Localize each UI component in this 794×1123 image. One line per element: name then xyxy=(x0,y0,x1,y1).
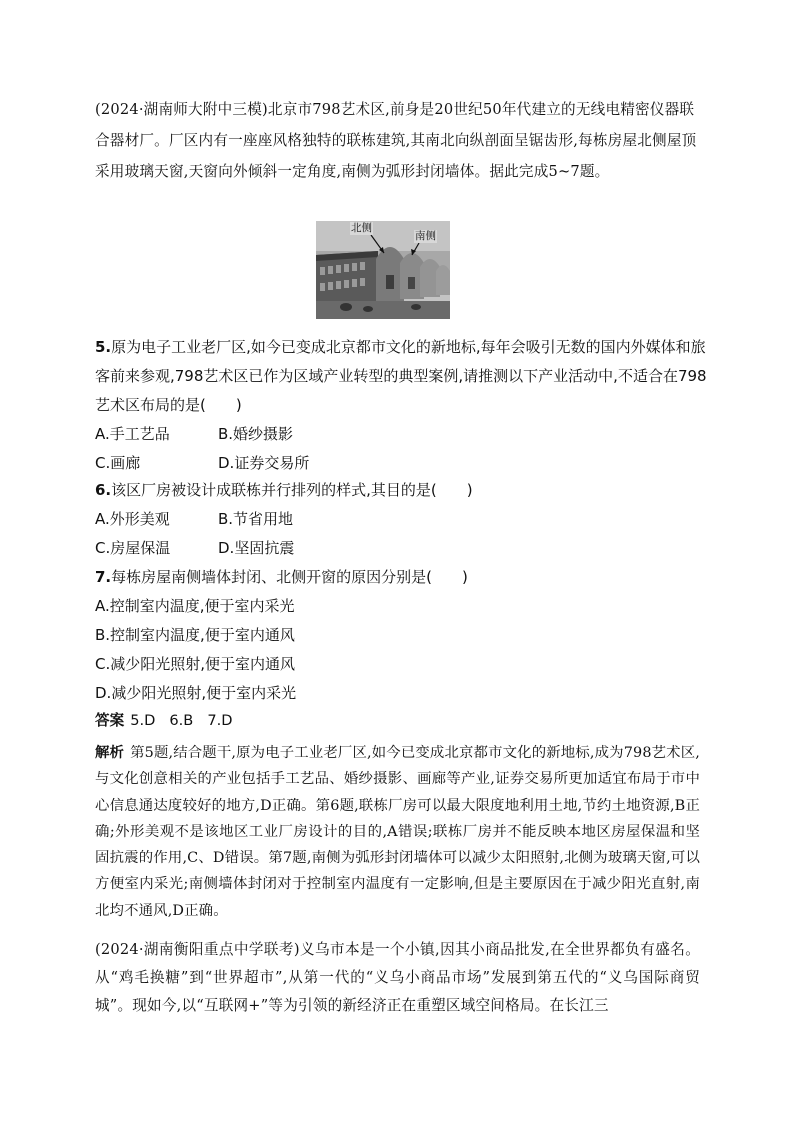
label-south-side: 南侧 xyxy=(415,230,436,242)
question-number: 5. xyxy=(95,338,112,356)
answer-item: 5.D xyxy=(130,712,156,729)
option-a[interactable]: A.手工艺品 xyxy=(95,425,170,443)
factory-photo xyxy=(316,221,450,319)
question-stem xyxy=(95,563,715,592)
option-d[interactable]: D.证券交易所 xyxy=(218,454,310,472)
answer-label: 答案 xyxy=(95,712,125,729)
option-b[interactable]: B.节省用地 xyxy=(218,510,294,528)
option-row xyxy=(95,420,715,449)
option-c[interactable]: C.画廊 xyxy=(95,454,141,472)
option-a[interactable]: A.控制室内温度,便于室内采光 xyxy=(95,597,295,615)
analysis-paragraph xyxy=(95,740,700,924)
label-north-side: 北侧 xyxy=(351,222,372,234)
answer-item: 6.B xyxy=(169,712,194,729)
option-b[interactable]: B.控制室内温度,便于室内通风 xyxy=(95,626,295,644)
question-text: 每栋房屋南侧墙体封闭、北侧开窗的原因分别是( ) xyxy=(111,568,468,586)
question-number: 6. xyxy=(95,481,112,499)
option-row xyxy=(95,449,715,478)
option-row xyxy=(95,534,715,563)
question-7 xyxy=(95,563,715,708)
question-stem xyxy=(95,333,715,420)
option-row xyxy=(95,505,715,534)
question-stem xyxy=(95,476,715,505)
question-text: 该区厂房被设计成联栋并行排列的样式,其目的是( ) xyxy=(111,481,473,499)
option-d[interactable]: D.减少阳光照射,便于室内采光 xyxy=(95,684,297,702)
answer-line xyxy=(95,711,246,731)
analysis-text: 第5题,结合题干,原为电子工业老厂区,如今已变成北京都市文化的新地标,成为798艺术区,与文化创意相关的产业包括手工艺品、婚纱摄影、画廊等产业,证券交易所更加适宜布局于市中心信息通达度较好的地方,D正确。第6题,联栋厂房可以最大限度地利用土地,节约土地资源,B正确;外形美观不是该地区工业厂房设计的目的,A错误;联栋厂房并不能反映本地区房屋保温和坚固抗震的作用,C、D错误。第7题,南侧为弧形封闭墙体可以减少太阳照射,北侧为玻璃天窗,可以方便室内采光;南侧墙体封闭对于控制室内温度有一定影响,但是主要原因在于减少阳光直射,南北均不通风,D正确。 xyxy=(95,745,700,919)
answer-item: 7.D xyxy=(207,712,233,729)
option-c[interactable]: C.房屋保温 xyxy=(95,539,171,557)
question-text: 原为电子工业老厂区,如今已变成北京都市文化的新地标,每年会吸引无数的国内外媒体和旅客前来参观,798艺术区已作为区域产业转型的典型案例,请推测以下产业活动中,不适合在798艺术区布局的是( ) xyxy=(95,338,707,414)
question-6 xyxy=(95,476,715,563)
question-number: 7. xyxy=(95,568,112,586)
analysis-label: 解析 xyxy=(95,745,125,761)
question-5 xyxy=(95,333,715,478)
option-d[interactable]: D.坚固抗震 xyxy=(218,539,295,557)
option-a[interactable]: A.外形美观 xyxy=(95,510,170,528)
material-intro: (2024·湖南师大附中三模)北京市798艺术区,前身是20世纪50年代建立的无线电精密仪器联合器材厂。厂区内有一座座风格独特的联栋建筑,其南北向纵剖面呈锯齿形,每栋房屋北侧屋顶采用玻璃天窗,天窗向外倾斜一定角度,南侧为弧形封闭墙体。据此完成5~7题。 xyxy=(95,101,697,180)
next-material-intro: (2024·湖南衡阳重点中学联考)义乌市本是一个小镇,因其小商品批发,在全世界都负有盛名。从“鸡毛换糖”到“世界超市”,从第一代的“义乌小商品市场”发展到第五代的“义乌国际商贸城”。现如今,以“互联网+”等为引领的新经济正在重塑区域空间格局。在长江三 xyxy=(95,941,700,1014)
option-c[interactable]: C.减少阳光照射,便于室内通风 xyxy=(95,655,296,673)
option-b[interactable]: B.婚纱摄影 xyxy=(218,425,294,443)
